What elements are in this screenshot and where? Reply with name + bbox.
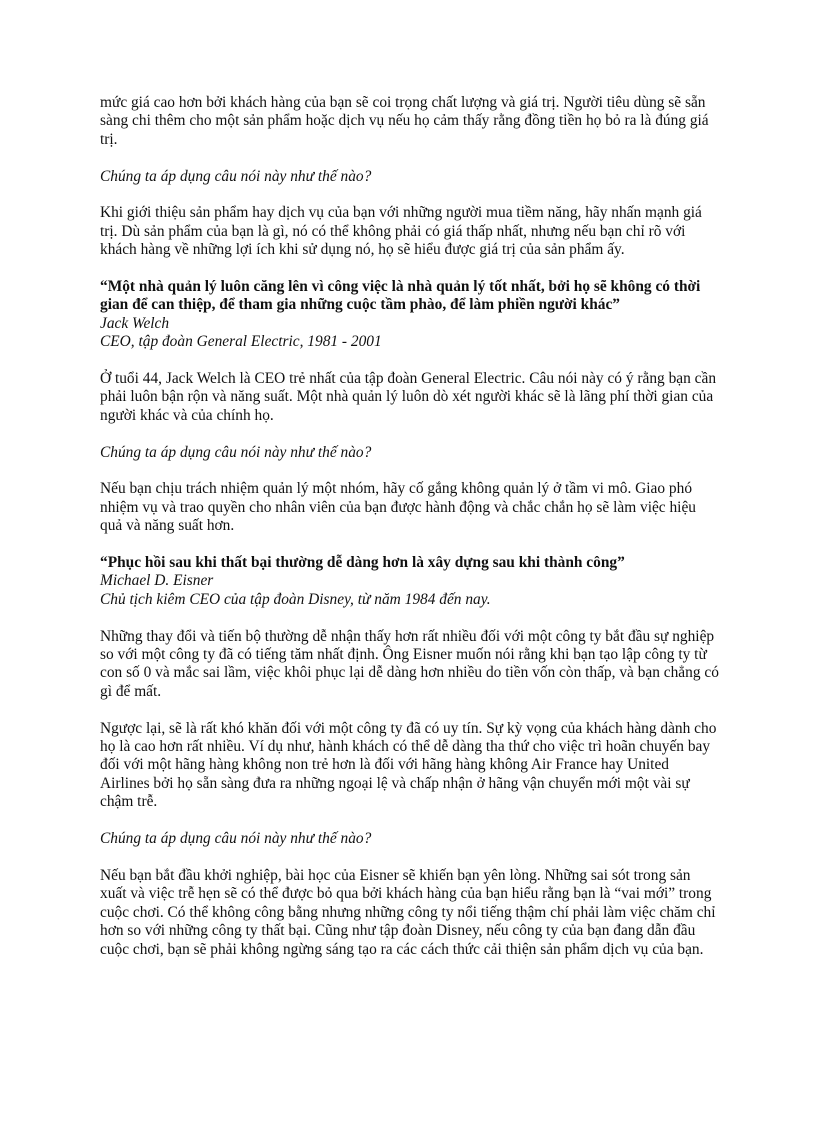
body-paragraph: mức giá cao hơn bởi khách hàng của bạn sẽ coi trọng chất lượng và giá trị. Người tiêu dùng sẽ sẵn sàng chi thêm cho một sản phẩm hoặc dịch vụ nếu họ cảm thấy rằng đồng tiền họ bỏ ra là đúng giá trị. xyxy=(100,94,709,148)
body-paragraph: Những thay đổi và tiến bộ thường dễ nhận thấy hơn rất nhiều đối với một công ty bắt đầu sự nghiệp so với một công ty đã có tiếng tăm nhất định. Ông Eisner muốn nói rằng khi bạn tạo lập công ty từ con số 0 và mắc sai lầm, việc khôi phục lại dễ dàng hơn nhiều do tiền vốn còn thấp, và bạn chẳng có gì để mất. xyxy=(100,627,719,700)
body-paragraph: Nếu bạn chịu trách nhiệm quản lý một nhóm, hãy cố gắng không quản lý ở tầm vi mô. Giao phó nhiệm vụ và trao quyền cho nhân viên của bạn được hành động và chắc chắn họ sẽ làm việc hiệu quả và năng suất hơn. xyxy=(100,480,696,535)
section-question: Chúng ta áp dụng câu nói này như thế nào? xyxy=(100,167,372,185)
quote-author: Jack Welch xyxy=(100,314,170,332)
body-paragraph: Ngược lại, sẽ là rất khó khăn đối với một công ty đã có uy tín. Sự kỳ vọng của khách hàng dành cho họ là cao hơn rất nhiều. Ví dụ như, hành khách có thể dễ dàng tha thứ cho việc trì hoãn chuyến bay đối với một hãng hàng không non trẻ hơn là đối với hãng hàng không Air France hay United Airlines bởi họ sẵn sàng đưa ra những ngoại lệ và chấp nhận ở hãng vận chuyển mới một vài sự chậm trễ. xyxy=(100,719,717,811)
body-paragraph: Nếu bạn bắt đầu khởi nghiệp, bài học của Eisner sẽ khiến bạn yên lòng. Những sai sót trong sản xuất và việc trễ hẹn sẽ có thể được bỏ qua bởi khách hàng của bạn hiểu rằng bạn là “vai mới” trong cuộc chơi. Có thể không công bằng nhưng những công ty nổi tiếng thậm chí phải làm việc chăm chỉ hơn so với những công ty thất bại. Cũng như tập đoàn Disney, nếu công ty của bạn đang dẫn đầu cuộc chơi, bạn sẽ phải không ngừng sáng tạo ra các cách thức cải thiện sản phẩm dịch vụ của bạn. xyxy=(100,866,716,958)
quote-author-role: Chủ tịch kiêm CEO của tập đoàn Disney, từ năm 1984 đến nay. xyxy=(100,590,491,608)
quote-author: Michael D. Eisner xyxy=(100,572,214,590)
quote-author-role: CEO, tập đoàn General Electric, 1981 - 2001 xyxy=(100,333,382,351)
section-question: Chúng ta áp dụng câu nói này như thế nào? xyxy=(100,443,372,461)
document-page xyxy=(100,94,720,959)
quote-text: “Phục hồi sau khi thất bại thường dễ dàng hơn là xây dựng sau khi thành công” xyxy=(100,554,625,572)
body-paragraph: Khi giới thiệu sản phẩm hay dịch vụ của bạn với những người mua tiềm năng, hãy nhấn mạnh giá trị. Dù sản phẩm của bạn là gì, nó có thể không phải có giá thấp nhất, nhưng nếu bạn chỉ rõ với khách hàng về những lợi ích khi sử dụng nó, họ sẽ hiểu được giá trị của sản phẩm ấy. xyxy=(100,204,702,259)
body-paragraph: Ở tuổi 44, Jack Welch là CEO trẻ nhất của tập đoàn General Electric. Câu nói này có ý rằng bạn cần phải luôn bận rộn và năng suất. Một nhà quản lý luôn dò xét người khác sẽ là lãng phí thời gian của người khác và của chính họ. xyxy=(100,370,717,424)
quote-text: “Một nhà quản lý luôn căng lên vì công việc là nhà quản lý tốt nhất, bởi họ sẽ không có thời gian để can thiệp, để tham gia những cuộc tầm phào, để làm phiền người khác” xyxy=(100,278,701,314)
section-question: Chúng ta áp dụng câu nói này như thế nào? xyxy=(100,830,372,848)
